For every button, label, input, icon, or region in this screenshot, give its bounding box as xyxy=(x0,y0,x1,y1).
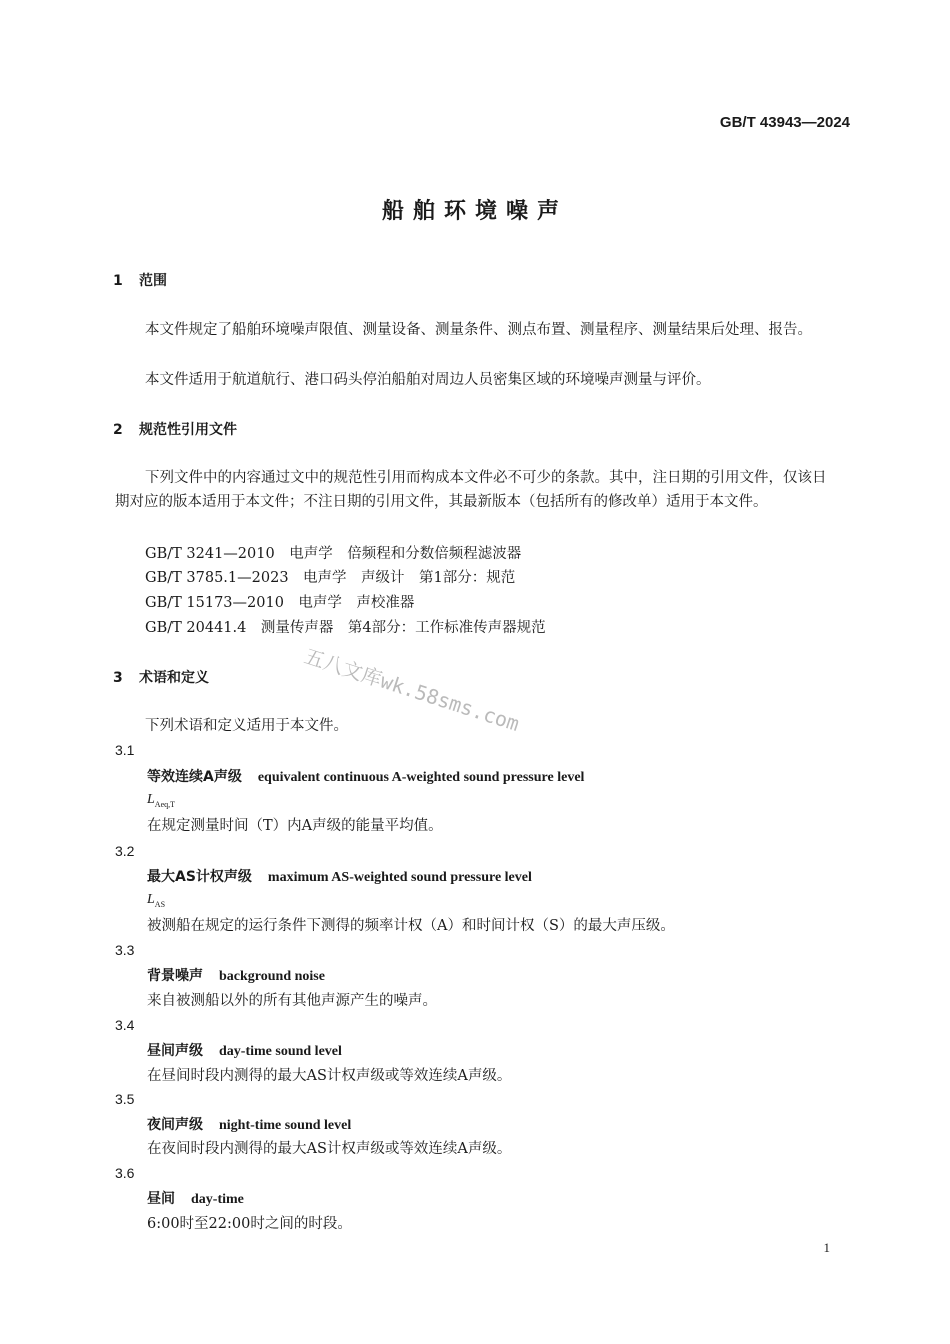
term-heading xyxy=(147,965,325,985)
term-zh: 夜间声级 xyxy=(147,1117,203,1133)
clause-number: 3.1 xyxy=(115,742,135,758)
watermark: 五八文库wk.58sms.com xyxy=(301,643,523,737)
paragraph: 本文件规定了船舶环境噪声限值、测量设备、测量条件、测点布置、测量程序、测量结果后处理、报告。 xyxy=(145,322,812,338)
term-zh: 昼间声级 xyxy=(147,1043,203,1059)
reference-item: GB/T 3785.1—2023 电声学 声级计 第1部分：规范 xyxy=(145,570,516,586)
term-symbol xyxy=(147,892,165,909)
term-heading xyxy=(147,766,584,786)
term-symbol xyxy=(147,792,175,809)
term-heading xyxy=(147,1040,342,1060)
term-en: day-time xyxy=(191,1192,244,1207)
reference-item: GB/T 15173—2010 电声学 声校准器 xyxy=(145,595,415,611)
clause-number: 3.2 xyxy=(115,843,135,859)
document-title: 船舶环境噪声 xyxy=(381,199,568,224)
term-en: maximum AS-weighted sound pressure level xyxy=(267,870,532,885)
term-en: night-time sound level xyxy=(219,1118,352,1133)
section-title: 术语和定义 xyxy=(139,670,209,686)
term-zh: 等效连续A声级 xyxy=(147,769,242,785)
term-en: equivalent continuous A-weighted sound pressure level xyxy=(257,770,585,785)
section-number: 2 xyxy=(113,422,123,438)
term-en: background noise xyxy=(219,969,325,984)
section-title: 范围 xyxy=(139,273,167,289)
term-heading xyxy=(147,1188,244,1208)
paragraph: 下列术语和定义适用于本文件。 xyxy=(145,718,348,734)
term-definition: 6:00时至22:00时之间的时段。 xyxy=(147,1216,352,1232)
symbol-letter: L xyxy=(147,892,155,907)
reference-item: GB/T 3241—2010 电声学 倍频程和分数倍频程滤波器 xyxy=(145,546,522,562)
term-heading xyxy=(147,1114,351,1134)
symbol-letter: L xyxy=(147,792,155,807)
term-definition: 被测船在规定的运行条件下测得的频率计权（A）和时间计权（S）的最大声压级。 xyxy=(147,918,675,934)
section-number: 3 xyxy=(113,670,123,686)
term-zh: 背景噪声 xyxy=(147,968,203,984)
standard-number: GB/T 43943—2024 xyxy=(719,114,850,131)
page-number: 1 xyxy=(823,1240,830,1255)
clause-number: 3.5 xyxy=(115,1091,135,1107)
paragraph: 本文件适用于航道航行、港口码头停泊船舶对周边人员密集区域的环境噪声测量与评价。 xyxy=(145,372,711,388)
clause-number: 3.6 xyxy=(115,1165,135,1181)
symbol-subscript: AS xyxy=(154,899,166,909)
symbol-subscript: Aeq,T xyxy=(154,799,176,809)
term-zh: 昼间 xyxy=(147,1191,175,1207)
term-en: day-time sound level xyxy=(219,1044,342,1059)
section-2-heading xyxy=(113,419,237,439)
reference-item: GB/T 20441.4 测量传声器 第4部分：工作标准传声器规范 xyxy=(145,620,546,636)
section-title: 规范性引用文件 xyxy=(139,422,237,438)
term-zh: 最大AS计权声级 xyxy=(147,869,252,885)
term-definition: 在规定测量时间（T）内A声级的能量平均值。 xyxy=(147,818,443,834)
section-1-heading xyxy=(113,270,167,290)
paragraph: 下列文件中的内容通过文中的规范性引用而构成本文件必不可少的条款。其中，注日期的引用文件，仅该日期对应的版本适用于本文件；不注日期的引用文件，其最新版本（包括所有的修改单）适用于本文件。 xyxy=(115,470,827,510)
term-definition: 在夜间时段内测得的最大AS计权声级或等效连续A声级。 xyxy=(147,1141,512,1157)
term-definition: 在昼间时段内测得的最大AS计权声级或等效连续A声级。 xyxy=(147,1068,512,1084)
section-number: 1 xyxy=(113,273,123,289)
term-definition: 来自被测船以外的所有其他声源产生的噪声。 xyxy=(147,993,437,1009)
clause-number: 3.4 xyxy=(115,1017,135,1033)
term-heading xyxy=(147,866,532,886)
clause-number: 3.3 xyxy=(115,942,135,958)
section-3-heading xyxy=(113,667,209,687)
